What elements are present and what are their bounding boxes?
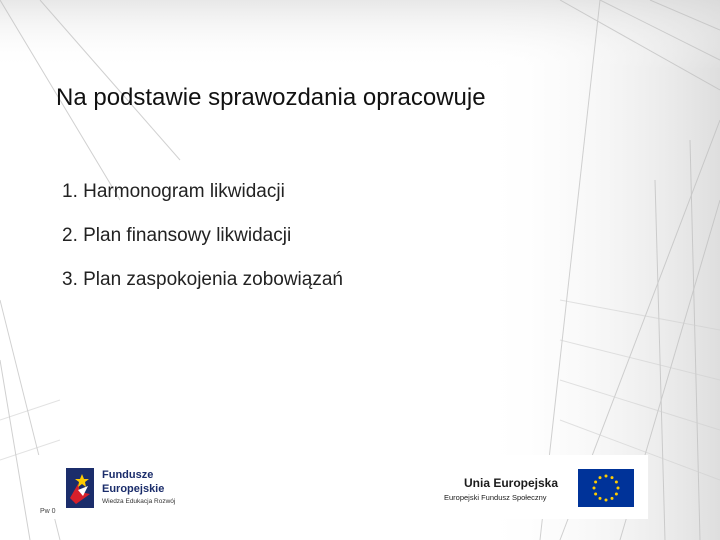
eu-star bbox=[599, 497, 602, 500]
eu-line1: Unia Europejska bbox=[464, 476, 559, 490]
eu-star bbox=[594, 481, 597, 484]
eu-star bbox=[615, 493, 618, 496]
eu-line2: Europejski Fundusz Społeczny bbox=[444, 493, 547, 502]
eu-star bbox=[594, 493, 597, 496]
list-item: 1. Harmonogram likwidacji bbox=[62, 181, 285, 202]
eu-star bbox=[593, 487, 596, 490]
fundusze-europejskie-logo bbox=[60, 460, 190, 514]
list-item: 2. Plan finansowy likwidacji bbox=[62, 225, 292, 246]
eu-star bbox=[599, 476, 602, 479]
eu-star bbox=[611, 476, 614, 479]
unia-europejska-logo bbox=[440, 462, 646, 514]
eu-star bbox=[611, 497, 614, 500]
fe-line1: Fundusze bbox=[102, 469, 154, 481]
numbered-list bbox=[62, 178, 343, 310]
eu-star bbox=[615, 481, 618, 484]
eu-flag-icon bbox=[578, 469, 634, 507]
list-item: 3. Plan zaspokojenia zobowiązań bbox=[62, 269, 343, 290]
eu-star bbox=[617, 487, 620, 490]
fe-line2: Europejskie bbox=[102, 483, 165, 495]
slide-title: Na podstawie sprawozdania opracowuje bbox=[56, 84, 486, 111]
eu-star bbox=[605, 475, 608, 478]
eu-star bbox=[605, 499, 608, 502]
fe-tagline: Wiedza Edukacja Rozwój bbox=[102, 498, 176, 505]
page-label: Pw 0 bbox=[40, 508, 56, 515]
fe-star-mark-icon bbox=[66, 468, 94, 508]
